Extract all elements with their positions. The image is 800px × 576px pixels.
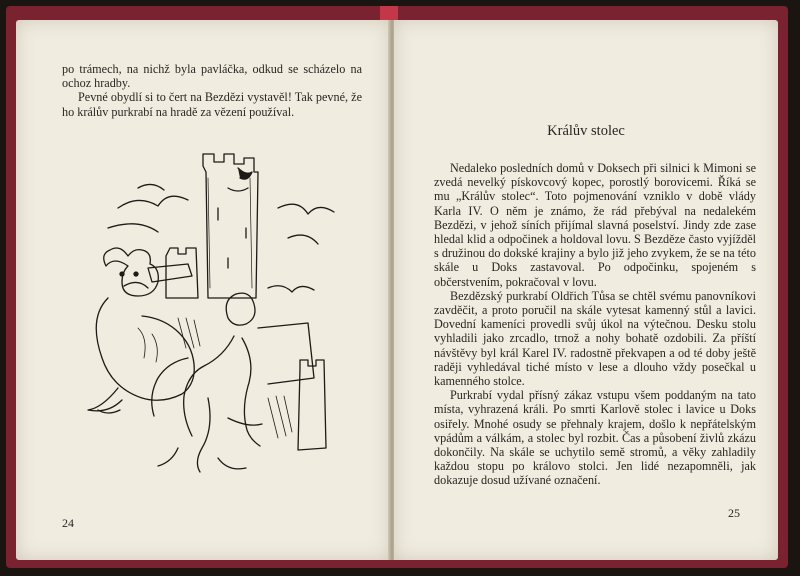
left-page-text — [62, 62, 362, 119]
left-page-number: 24 — [62, 516, 74, 530]
left-paragraph-1: po trámech, na nichž byla pavláčka, odkud se scházelo na ochoz hradby. — [62, 62, 362, 91]
right-page-text — [434, 161, 756, 488]
right-page-number: 25 — [728, 506, 740, 520]
right-paragraph-1: Nedaleko posledních domů v Doksech při silnici k Mimoni se zvedá nevelký pískovcový kopec, porostlý borovicemi. Říká se mu „Králův stolec“. Toto pojmenování vzniklo v době vlády Karla IV. O něm je známo, že rád přebýval na nedalekém Bezdězi, v jehož síních přijímal slavná poselství. Jindy zde zase hledal klid a odpočinek a holdoval lovu. S Bezděze často vyjížděl s družinou do dokské krajiny a bylo již jeho zvykem, že se na této skále u Doks zastavoval. Po odpočinku, spojeném s občerstvením, pokračoval v lovu. — [434, 161, 756, 289]
right-page — [394, 20, 778, 560]
left-page — [16, 20, 390, 560]
chapter-title: Králův stolec — [547, 123, 625, 139]
book-spread — [6, 6, 788, 568]
castle-illustration — [78, 148, 346, 484]
right-paragraph-3: Purkrabí vydal přísný zákaz vstupu všem poddaným na tato místa, vyhrazená králi. Po smrti Karlově stolec i lavice u Doks osiřely. Mnohé osudy se přehnaly krajem, došlo k nepřátelským vpádům a válkám, a stolec byl rozbit. Čas a působení živlů zkázu dokončily. Na skále se uchytilo semě stromů, a věky zahladily každou stopu po královo stolci. Jen lidé nezapomněli, jak dokazuje dosud užívané označení. — [434, 388, 756, 488]
left-paragraph-2: Pevné obydlí si to čert na Bezdězi vystavěl! Tak pevné, že ho králův purkrabí na hradě za vězení používal. — [62, 90, 362, 119]
right-paragraph-2: Bezdězský purkrabí Oldřich Tůsa se chtěl svému panovníkovi zavděčit, a proto poručil na skále vytesat kamenný stůl a lavici. Dovední kameníci provedli svůj úkol na výtečnou. Desku stolu vyhladili jako zrcadlo, trnož a nohy bohatě ozdobili. Za příští návštěvy byl král Karel IV. radostně překvapen a od té doby ještě raději vyhledával tiché místo v lese a dlouho vždy posečkal u kamenného stolce. — [434, 288, 756, 389]
